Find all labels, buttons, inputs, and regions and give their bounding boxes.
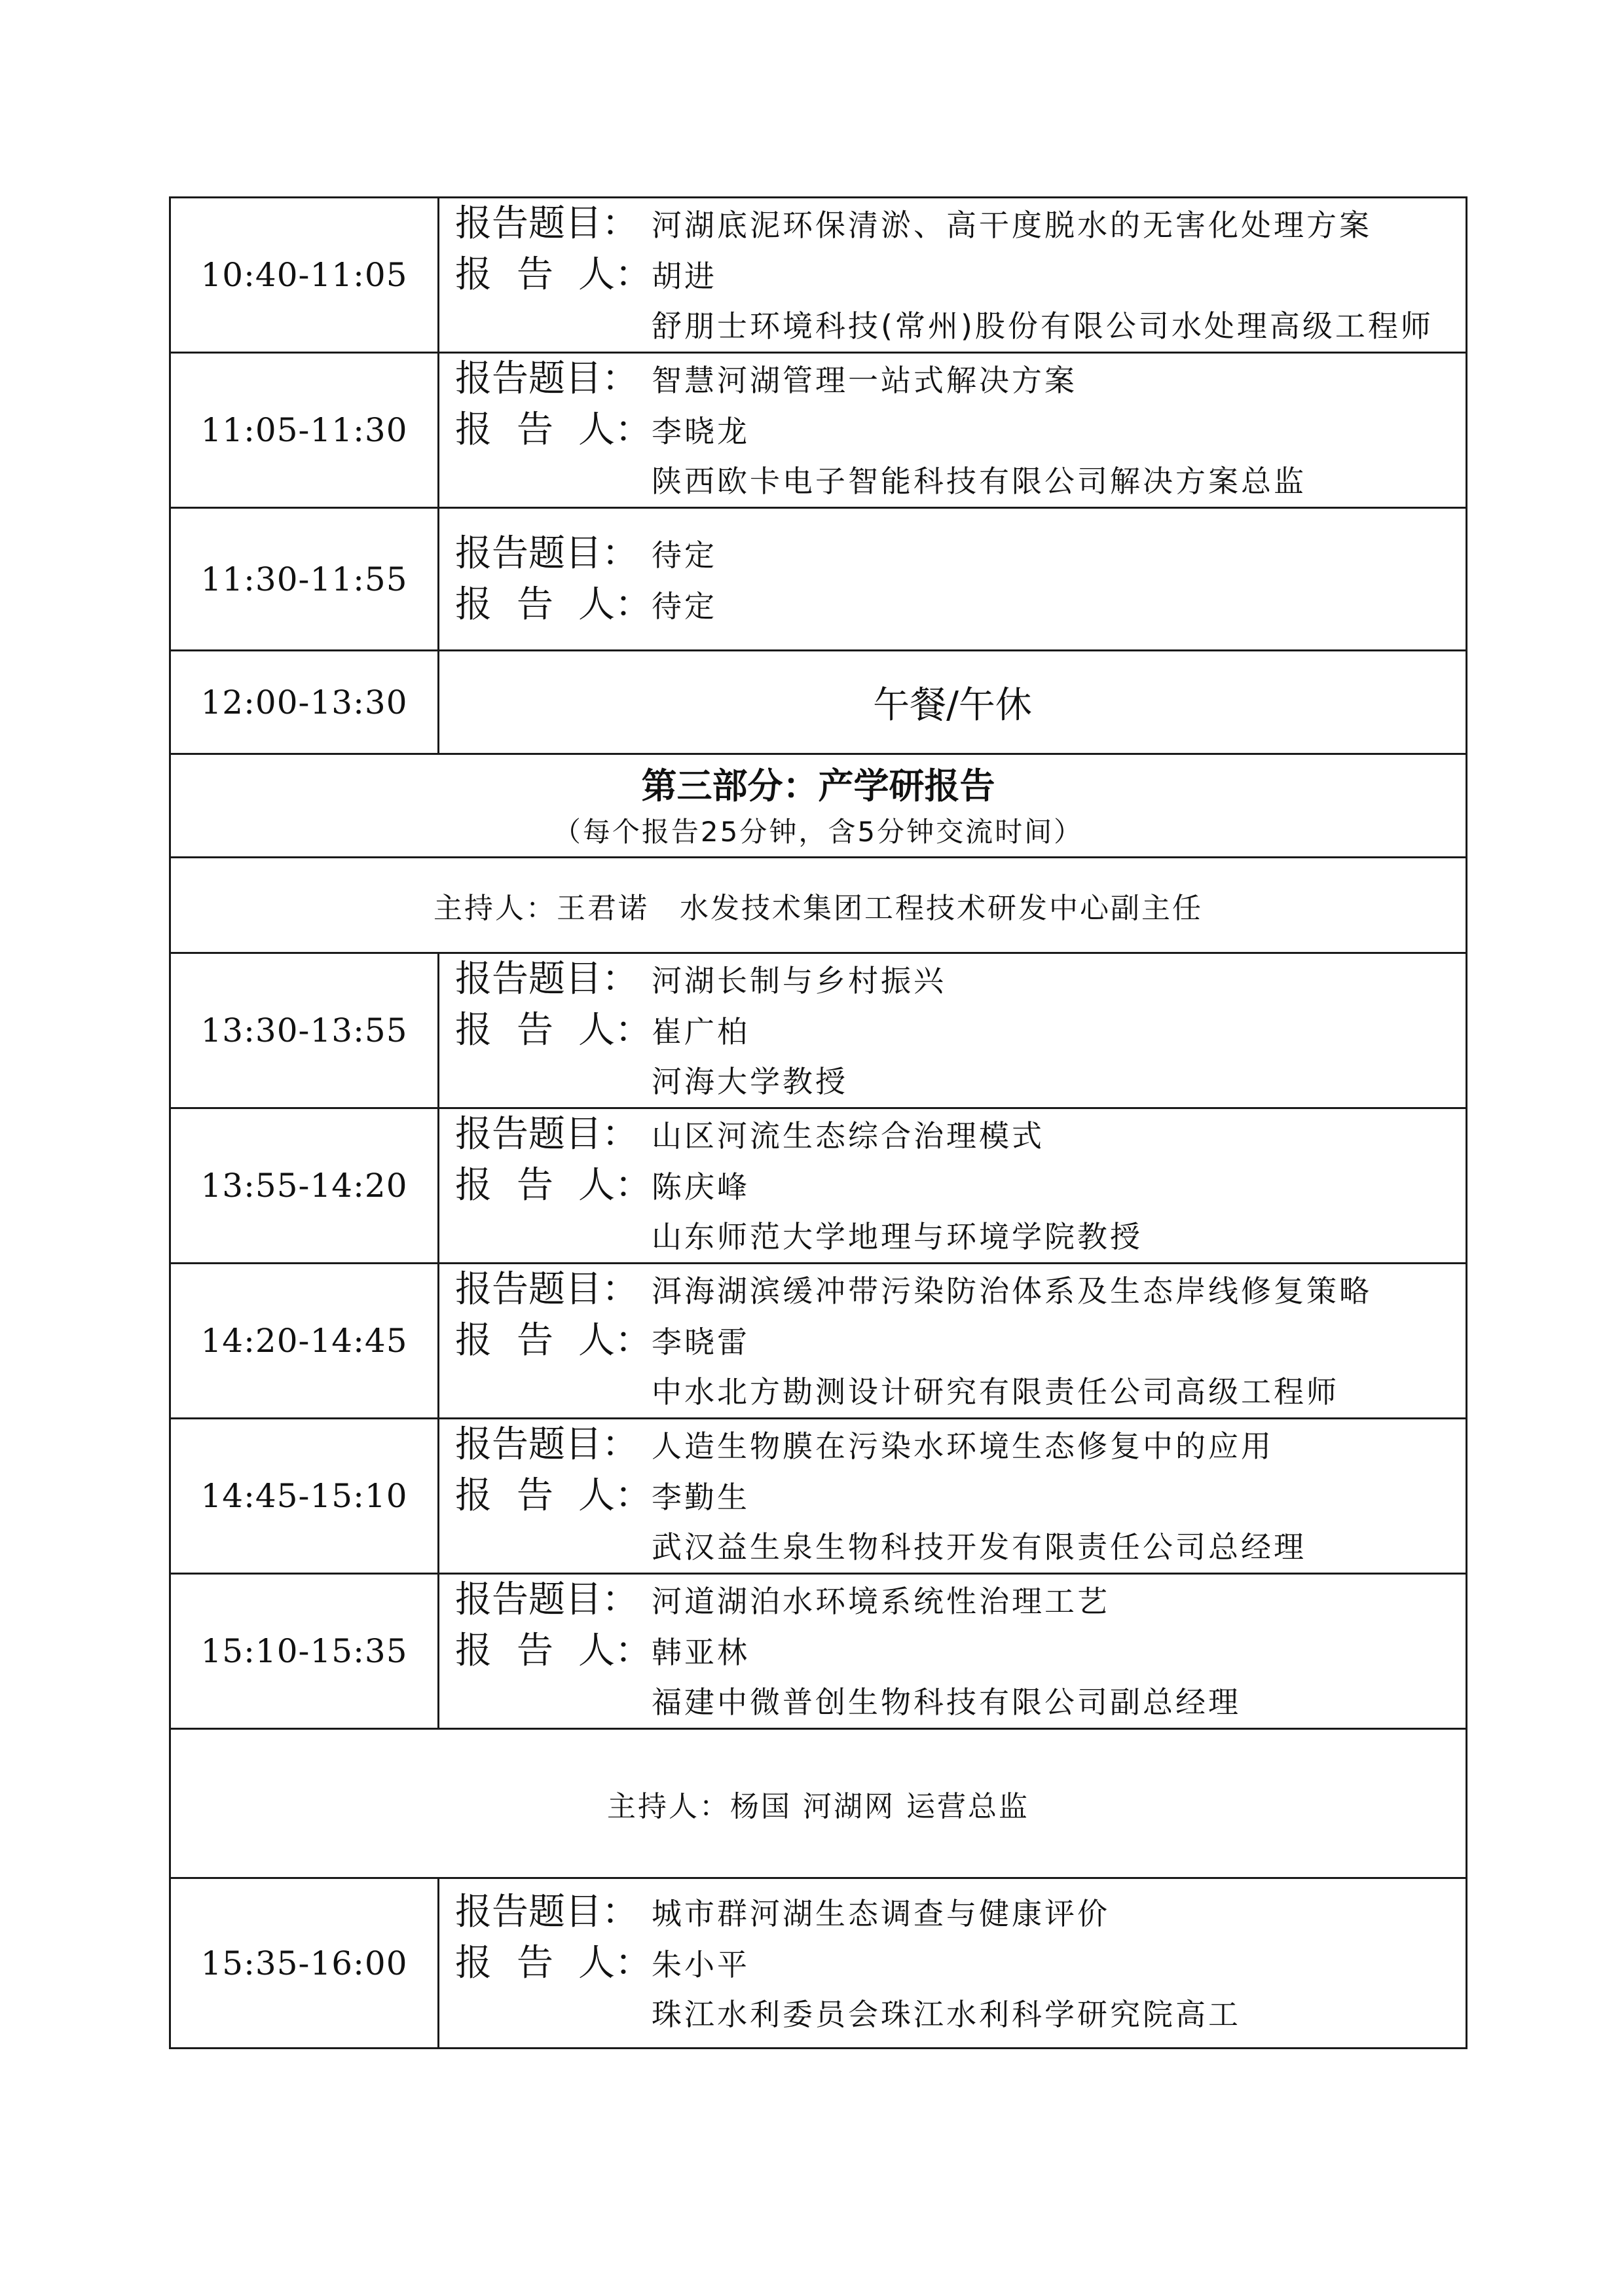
topic-text: 河湖底泥环保清淤、高干度脱水的无害化处理方案 [652, 208, 1372, 243]
topic-text: 智慧河湖管理一站式解决方案 [652, 363, 1077, 398]
topic-text: 河道湖泊水环境系统性治理工艺 [652, 1584, 1110, 1619]
schedule-row [170, 1108, 1467, 1264]
topic-line [455, 528, 1466, 579]
time-slot: 11:05-11:30 [170, 353, 439, 508]
schedule-table [169, 196, 1467, 2049]
speaker-affiliation: 山东师范大学地理与环境学院教授 [652, 1219, 1143, 1254]
schedule-row [170, 1419, 1467, 1574]
speaker-label: 报 告 人： [455, 409, 652, 451]
topic-text: 人造生物膜在污染水环境生态修复中的应用 [652, 1429, 1274, 1464]
topic-label: 报告题目： [455, 202, 638, 245]
affiliation-line [455, 456, 1466, 507]
talk-details [439, 353, 1467, 508]
speaker-line [455, 1470, 1466, 1522]
time-slot: 14:20-14:45 [170, 1264, 439, 1419]
speaker-name: 待定 [652, 588, 717, 624]
topic-line [455, 1887, 1466, 1938]
topic-label: 报告题目： [455, 532, 638, 575]
talk-details [439, 1574, 1467, 1729]
affiliation-line [455, 1677, 1466, 1728]
break-text: 午餐/午休 [873, 683, 1032, 727]
talk-details [439, 1108, 1467, 1264]
speaker-line [455, 249, 1466, 301]
time-slot: 13:55-14:20 [170, 1108, 439, 1264]
schedule-row [170, 651, 1467, 754]
speaker-name: 胡进 [652, 259, 717, 294]
speaker-name: 朱小平 [652, 1946, 750, 1982]
section-subtitle: （每个报告25分钟，含5分钟交流时间） [553, 815, 1084, 848]
topic-text: 城市群河湖生态调查与健康评价 [652, 1895, 1110, 1931]
speaker-affiliation: 舒朋士环境科技(常州)股份有限公司水处理高级工程师 [652, 308, 1433, 344]
topic-line [455, 1264, 1466, 1315]
talk-details [439, 1264, 1467, 1419]
schedule-row [170, 1574, 1467, 1729]
speaker-name: 李勤生 [652, 1480, 750, 1515]
speaker-name: 李晓龙 [652, 414, 750, 449]
speaker-line [455, 405, 1466, 456]
break-cell [439, 651, 1467, 754]
schedule-row [170, 1264, 1467, 1419]
time-slot: 14:45-15:10 [170, 1419, 439, 1574]
section-title: 第三部分：产学研报告 [641, 765, 995, 807]
speaker-line [455, 1160, 1466, 1211]
affiliation-line [455, 301, 1466, 352]
talk-details [439, 198, 1467, 353]
time-slot: 12:00-13:30 [170, 651, 439, 754]
affiliation-line [455, 1522, 1466, 1573]
schedule-row [170, 953, 1467, 1108]
speaker-label: 报 告 人： [455, 1941, 652, 1984]
speaker-label: 报 告 人： [455, 1630, 652, 1672]
host-row [170, 858, 1467, 953]
speaker-label: 报 告 人： [455, 1164, 652, 1207]
speaker-label: 报 告 人： [455, 1319, 652, 1362]
host-row [170, 1729, 1467, 1878]
topic-text: 待定 [652, 537, 717, 573]
speaker-affiliation: 珠江水利委员会珠江水利科学研究院高工 [652, 1996, 1241, 2032]
speaker-name: 韩亚林 [652, 1635, 750, 1670]
topic-label: 报告题目： [455, 1113, 638, 1156]
speaker-line [455, 1005, 1466, 1056]
schedule-row [170, 353, 1467, 508]
time-slot: 11:30-11:55 [170, 508, 439, 651]
topic-label: 报告题目： [455, 1423, 638, 1466]
topic-line [455, 354, 1466, 405]
speaker-name: 李晓雷 [652, 1324, 750, 1360]
speaker-line [455, 1315, 1466, 1366]
topic-line [455, 1109, 1466, 1160]
topic-line [455, 954, 1466, 1005]
speaker-label: 报 告 人： [455, 1474, 652, 1517]
speaker-name: 陈庆峰 [652, 1169, 750, 1205]
speaker-line [455, 579, 1466, 630]
affiliation-line [455, 1211, 1466, 1262]
host-text: 主持人：杨国 河湖网 运营总监 [607, 1789, 1029, 1823]
affiliation-line [455, 1056, 1466, 1107]
topic-label: 报告题目： [455, 357, 638, 400]
time-slot: 13:30-13:55 [170, 953, 439, 1108]
topic-text: 山区河流生态综合治理模式 [652, 1118, 1044, 1154]
topic-line [455, 198, 1466, 249]
affiliation-line [455, 1366, 1466, 1417]
time-slot: 10:40-11:05 [170, 198, 439, 353]
host-cell [170, 858, 1467, 953]
speaker-name: 崔广柏 [652, 1014, 750, 1049]
talk-details [439, 1878, 1467, 2049]
schedule-row [170, 1878, 1467, 2049]
talk-details [439, 508, 1467, 651]
speaker-affiliation: 陕西欧卡电子智能科技有限公司解决方案总监 [652, 464, 1306, 499]
host-cell [170, 1729, 1467, 1878]
topic-line [455, 1419, 1466, 1470]
speaker-affiliation: 中水北方勘测设计研究有限责任公司高级工程师 [652, 1374, 1339, 1410]
topic-text: 河湖长制与乡村振兴 [652, 963, 946, 998]
topic-line [455, 1575, 1466, 1626]
section-header [170, 754, 1467, 858]
speaker-label: 报 告 人： [455, 583, 652, 626]
affiliation-line [455, 1989, 1466, 2040]
speaker-label: 报 告 人： [455, 253, 652, 296]
section-row [170, 754, 1467, 858]
talk-details [439, 953, 1467, 1108]
host-text: 主持人：王君诺 水发技术集团工程技术研发中心副主任 [434, 891, 1203, 925]
time-slot: 15:10-15:35 [170, 1574, 439, 1729]
topic-label: 报告题目： [455, 1578, 638, 1621]
speaker-affiliation: 武汉益生泉生物科技开发有限责任公司总经理 [652, 1529, 1306, 1565]
speaker-affiliation: 福建中微普创生物科技有限公司副总经理 [652, 1685, 1241, 1720]
topic-label: 报告题目： [455, 1890, 638, 1933]
schedule-row [170, 198, 1467, 353]
talk-details [439, 1419, 1467, 1574]
topic-text: 洱海湖滨缓冲带污染防治体系及生态岸线修复策略 [652, 1273, 1372, 1309]
speaker-line [455, 1626, 1466, 1677]
speaker-affiliation: 河海大学教授 [652, 1064, 848, 1099]
schedule-row [170, 508, 1467, 651]
topic-label: 报告题目： [455, 958, 638, 1000]
speaker-line [455, 1938, 1466, 1989]
time-slot: 15:35-16:00 [170, 1878, 439, 2049]
speaker-label: 报 告 人： [455, 1009, 652, 1051]
topic-label: 报告题目： [455, 1268, 638, 1311]
